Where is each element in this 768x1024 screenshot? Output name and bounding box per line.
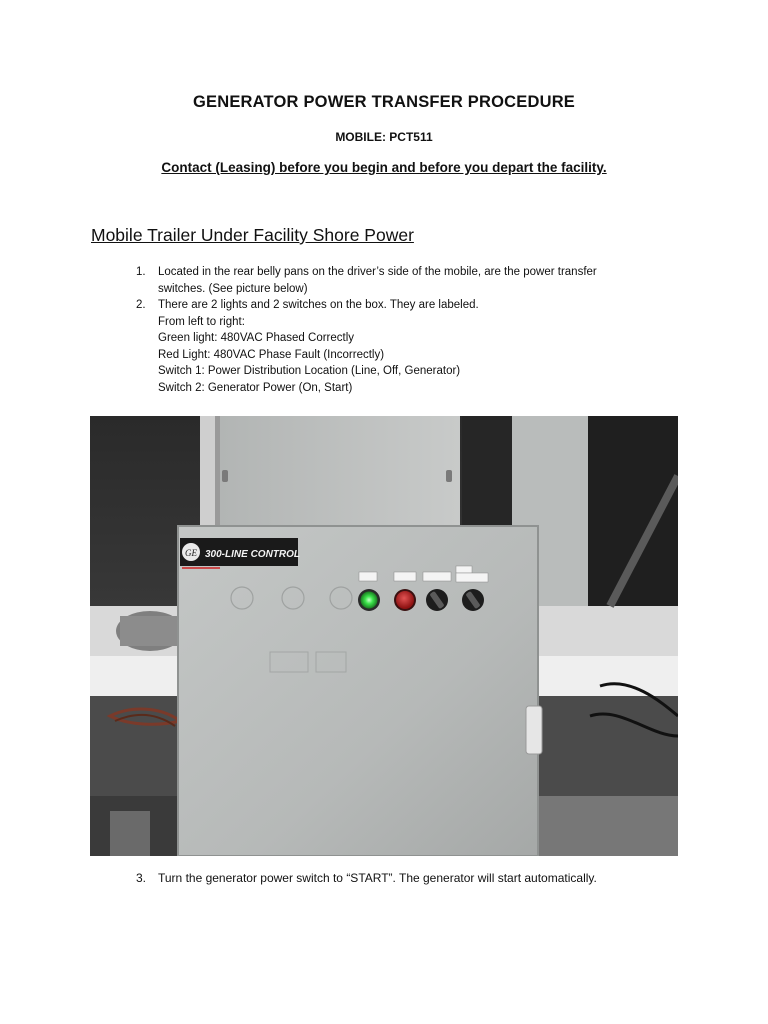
step-line: Located in the rear belly pans on the driver’s side of the mobile, are the power transfer — [158, 266, 597, 278]
panel-label: 300-LINE CONTROL — [205, 549, 301, 560]
step-line: Red Light: 480VAC Phase Fault (Incorrectly) — [158, 348, 385, 361]
step-number: 2. — [136, 299, 146, 311]
step-list — [136, 264, 696, 396]
control-box-illustration — [90, 416, 678, 856]
step-line: Switch 2: Generator Power (On, Start) — [158, 381, 353, 394]
step-item — [136, 297, 696, 396]
step-line: Switch 1: Power Distribution Location (Line, Off, Generator) — [158, 365, 461, 377]
step-line: switches. (See picture below) — [158, 282, 308, 295]
page-subtitle: MOBILE: PCT511 — [335, 130, 433, 144]
step-number: 1. — [136, 266, 146, 278]
step-item — [136, 870, 736, 886]
green-light — [361, 592, 378, 609]
section-heading: Mobile Trailer Under Facility Shore Power — [91, 225, 414, 245]
red-light — [396, 591, 414, 609]
step-number: 3. — [136, 871, 147, 885]
ge-logo: GE — [185, 548, 197, 558]
step-item — [136, 264, 696, 297]
step-text — [158, 264, 696, 297]
step-row — [136, 870, 736, 886]
control-box-photo — [90, 416, 678, 856]
step-line: From left to right: — [158, 315, 245, 328]
step-text: Turn the generator power switch to “START”. The generator will start automatically. — [158, 871, 597, 885]
step-text — [158, 297, 696, 396]
step-line: Green light: 480VAC Phased Correctly — [158, 332, 355, 344]
step-line: There are 2 lights and 2 switches on the box. They are labeled. — [158, 299, 479, 311]
page-title: GENERATOR POWER TRANSFER PROCEDURE — [192, 93, 576, 111]
contact-notice: Contact (Leasing) before you begin and before you depart the facility. — [161, 160, 607, 175]
